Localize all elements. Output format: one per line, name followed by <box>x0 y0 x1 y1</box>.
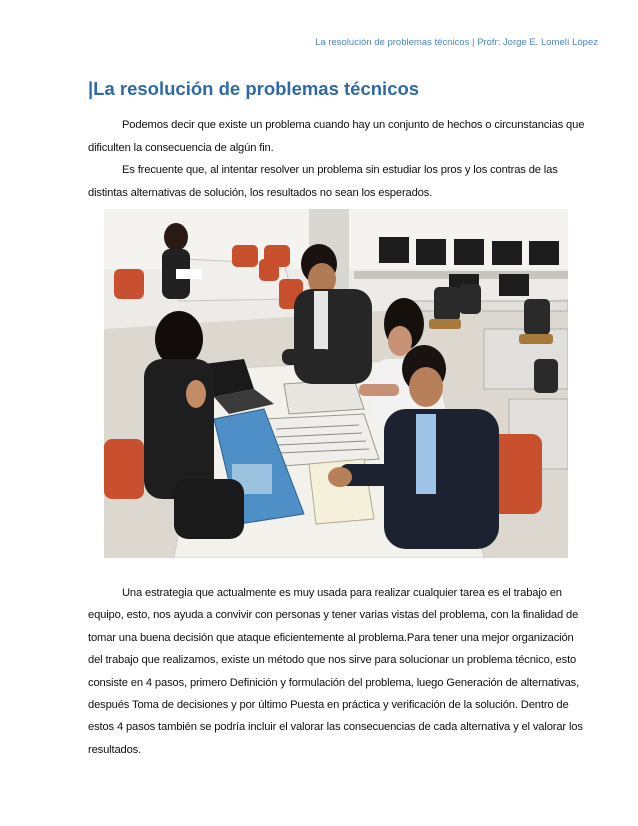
running-header: La resolución de problemas técnicos | Profr: Jorge E. Lomelí López <box>315 37 598 48</box>
team-meeting-photo <box>104 209 568 558</box>
paragraph-teamwork: Una estrategia que actualmente es muy usada para realizar cualquier tarea es el trabajo en equipo, esto, nos ayuda a convivir con personas y tener varias vistas del problema, con la finalidad de tomar una buena decisión que ataque eficientemente al problema.Para tener una mejor organización del trabajo que realizamos, existe un método que nos sirve para solucionar un problema técnico, esto consiste en 4 pasos, primero Definición y formulación del problema, luego Generación de alternativas, después Toma de decisiones y por último Puesta en práctica y verificación de la solución. Dentro de estos 4 pasos también se podría incluir el valorar las consecuencias de cada alternativa y el valorar los resultados. <box>88 587 583 756</box>
paragraph-consequences: Es frecuente que, al intentar resolver un problema sin estudiar los pros y los contras de las distintas alternativas de solución, los resultados no sean los esperados. <box>88 164 558 199</box>
document-title: |La resolución de problemas técnicos <box>88 78 420 99</box>
paragraph-definition: Podemos decir que existe un problema cuando hay un conjunto de hechos o circunstancias que dificulten la consecuencia de algún fin. <box>88 119 585 154</box>
